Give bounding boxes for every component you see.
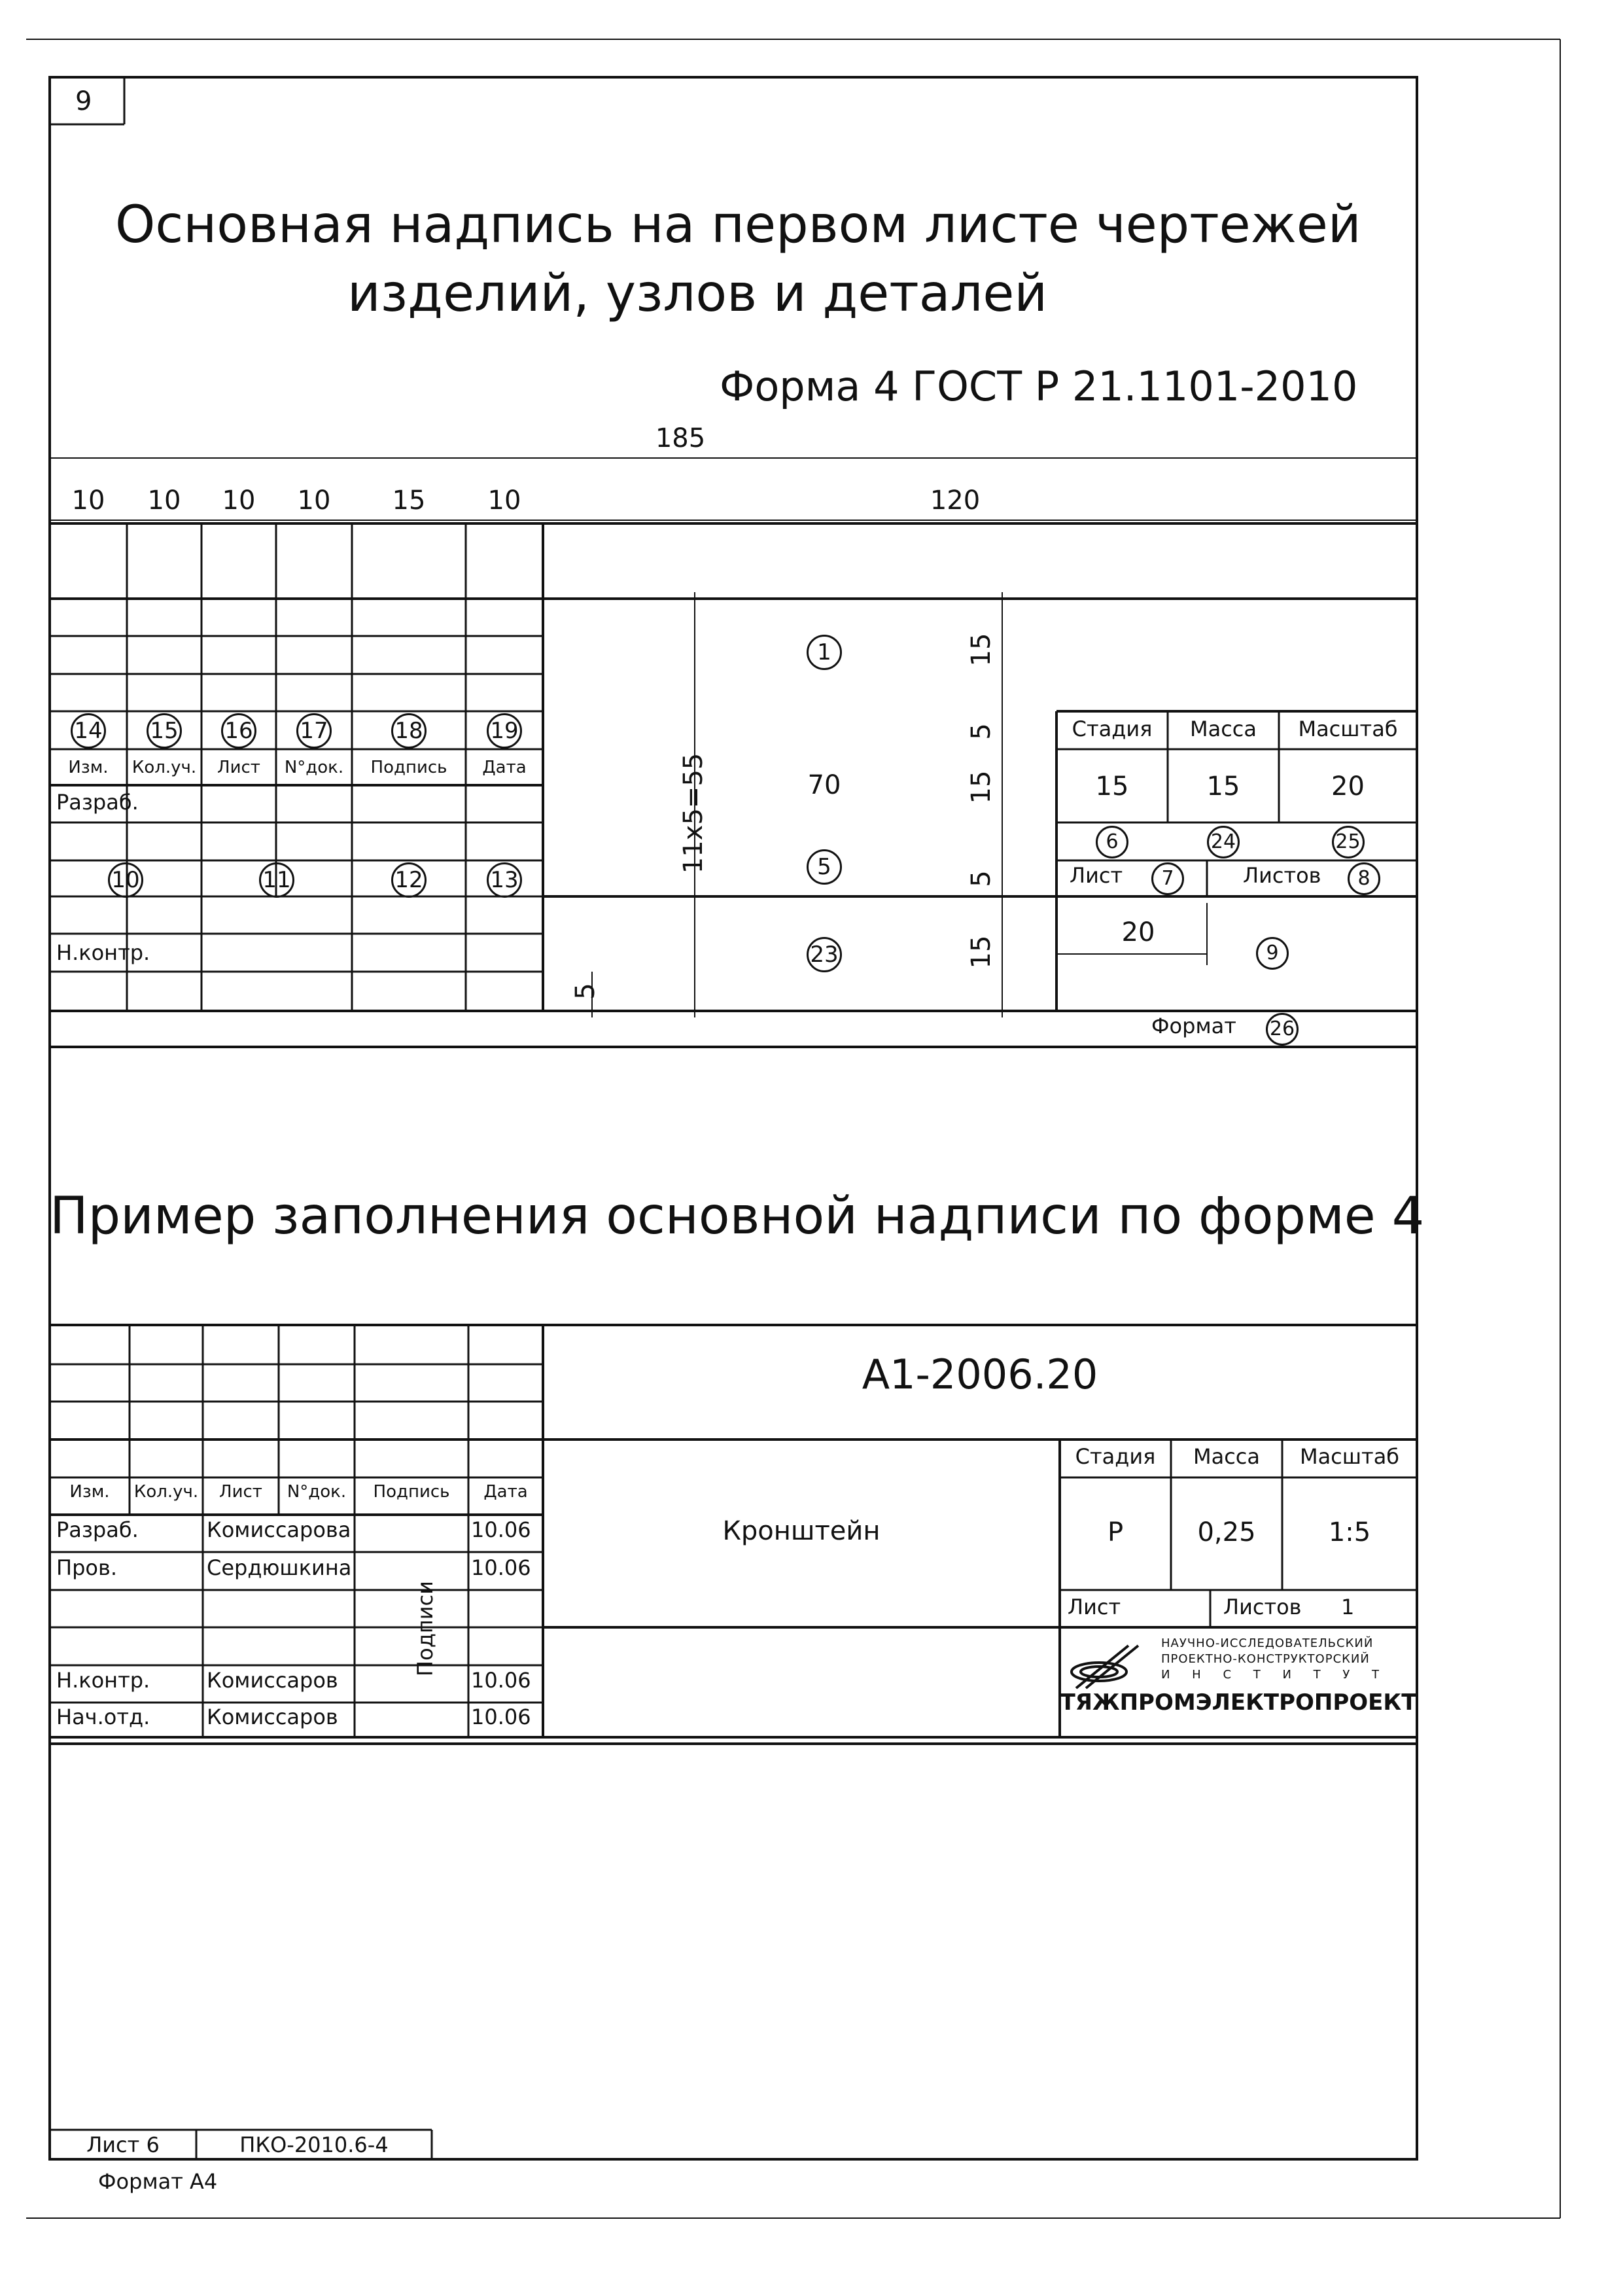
dim-5-left: 5 — [570, 983, 601, 1000]
marker-10: 10 — [108, 862, 143, 898]
example-list: Лист — [1068, 1595, 1121, 1619]
dim-stage-15: 15 — [1095, 771, 1129, 802]
dim-col-4: 10 — [297, 486, 331, 516]
marker-18: 18 — [391, 713, 427, 749]
dim-15-a: 15 — [966, 633, 996, 667]
marker-25: 25 — [1332, 826, 1365, 858]
marker-9: 9 — [1256, 937, 1289, 970]
dim-col-6: 10 — [487, 486, 521, 516]
scheme-format: Формат — [1151, 1014, 1236, 1038]
dim-col-3: 10 — [222, 486, 256, 516]
example-row-date: 10.06 — [471, 1555, 531, 1580]
dim-5-a: 5 — [966, 723, 996, 740]
example-designation: А1-2006.20 — [862, 1351, 1098, 1398]
scheme-col-izm: Изм. — [68, 758, 109, 777]
example-row-role: Разраб. — [56, 1517, 139, 1542]
marker-12: 12 — [391, 862, 427, 898]
example-row-role: Н.контр. — [56, 1668, 150, 1693]
footer-format: Формат А4 — [98, 2169, 218, 2194]
example-massa: Масса — [1193, 1444, 1260, 1469]
dim-5-b: 5 — [966, 870, 996, 887]
marker-11: 11 — [259, 862, 294, 898]
example-scale-value: 1:5 — [1328, 1517, 1371, 1547]
dim-vertical-total: 11x5=55 — [678, 752, 708, 874]
marker-5: 5 — [807, 849, 842, 885]
example-masshtab: Масштаб — [1299, 1444, 1400, 1469]
marker-6: 6 — [1096, 826, 1128, 858]
marker-16: 16 — [221, 713, 256, 749]
marker-8: 8 — [1348, 862, 1380, 895]
example-col-data: Дата — [483, 1482, 528, 1502]
example-row-date: 10.06 — [471, 1704, 531, 1729]
footer-code: ПКО-2010.6-4 — [239, 2132, 389, 2157]
dim-mass-15: 15 — [1206, 771, 1240, 802]
scheme-listov: Листов — [1243, 863, 1321, 888]
scheme-col-kolvo: Кол.уч. — [131, 758, 197, 777]
dim-15-c: 15 — [966, 935, 996, 969]
dim-sheet-20: 20 — [1121, 917, 1155, 947]
example-col-ndok: N°док. — [287, 1482, 347, 1502]
scheme-nkontr: Н.контр. — [56, 940, 150, 965]
marker-24: 24 — [1207, 826, 1240, 858]
scheme-col-data: Дата — [482, 758, 527, 777]
marker-26: 26 — [1266, 1013, 1299, 1046]
dim-70: 70 — [807, 770, 841, 800]
marker-1: 1 — [807, 635, 842, 670]
org-logo-mark — [1072, 1646, 1138, 1688]
example-listov: Листов — [1223, 1595, 1302, 1619]
marker-15: 15 — [147, 713, 182, 749]
marker-7: 7 — [1151, 862, 1184, 895]
example-col-list: Лист — [219, 1482, 262, 1502]
org-line3: И Н С Т И Т У Т — [1161, 1668, 1389, 1682]
example-col-podpis: Подпись — [373, 1482, 450, 1502]
marker-19: 19 — [487, 713, 522, 749]
page-title-line1: Основная надпись на первом листе чертежей — [115, 196, 1361, 255]
marker-14: 14 — [71, 713, 106, 749]
dim-col-5: 15 — [392, 486, 426, 516]
scheme-col-podpis: Подпись — [370, 758, 447, 777]
example-col-kolvo: Кол.уч. — [133, 1482, 199, 1502]
example-stage-value: Р — [1107, 1517, 1124, 1547]
scheme-massa: Масса — [1189, 716, 1257, 741]
dim-15-b: 15 — [966, 770, 996, 804]
dim-right: 120 — [930, 486, 981, 516]
marker-23: 23 — [807, 937, 842, 972]
org-name: ТЯЖПРОМЭЛЕКТРОПРОЕКТ — [1060, 1689, 1417, 1716]
form-reference: Форма 4 ГОСТ Р 21.1101-2010 — [720, 362, 1358, 410]
dim-scale-20: 20 — [1331, 771, 1365, 802]
example-row-name: Комиссаров — [207, 1668, 338, 1693]
dim-total: 185 — [655, 423, 706, 453]
footer-sheet: Лист 6 — [86, 2132, 160, 2157]
example-row-name: Комиссаров — [207, 1704, 338, 1729]
example-row-name: Комиссарова — [207, 1517, 351, 1542]
example-product: Кронштейн — [722, 1516, 881, 1546]
org-line2: ПРОЕКТНО-КОНСТРУКТОРСКИЙ — [1161, 1652, 1370, 1666]
example-stadia: Стадия — [1075, 1444, 1156, 1469]
dim-col-1: 10 — [71, 486, 105, 516]
scheme-col-ndok: N°док. — [284, 758, 344, 777]
example-row-name: Сердюшкина — [207, 1555, 352, 1580]
scheme-col-list: Лист — [217, 758, 260, 777]
example-col-izm: Изм. — [69, 1482, 110, 1502]
scheme-masshtab: Масштаб — [1298, 716, 1398, 741]
scheme-stadia: Стадия — [1072, 716, 1153, 741]
page-number: 9 — [75, 86, 92, 116]
example-row-role: Пров. — [56, 1555, 117, 1580]
org-line1: НАУЧНО-ИССЛЕДОВАТЕЛЬСКИЙ — [1161, 1636, 1374, 1650]
example-mass-value: 0,25 — [1197, 1517, 1256, 1547]
example-row-role: Нач.отд. — [56, 1704, 150, 1729]
example-heading: Пример заполнения основной надписи по форме 4 — [50, 1187, 1425, 1246]
marker-13: 13 — [487, 862, 522, 898]
scheme-list: Лист — [1070, 863, 1123, 888]
example-row-date: 10.06 — [471, 1517, 531, 1542]
scheme-razrab: Разраб. — [56, 790, 139, 815]
example-listov-value: 1 — [1341, 1595, 1355, 1619]
dim-col-2: 10 — [147, 486, 181, 516]
example-row-date: 10.06 — [471, 1668, 531, 1693]
page-title-line2: изделий, узлов и деталей — [347, 264, 1048, 323]
marker-17: 17 — [296, 713, 332, 749]
signature-stamp: Подписи — [413, 1581, 438, 1676]
